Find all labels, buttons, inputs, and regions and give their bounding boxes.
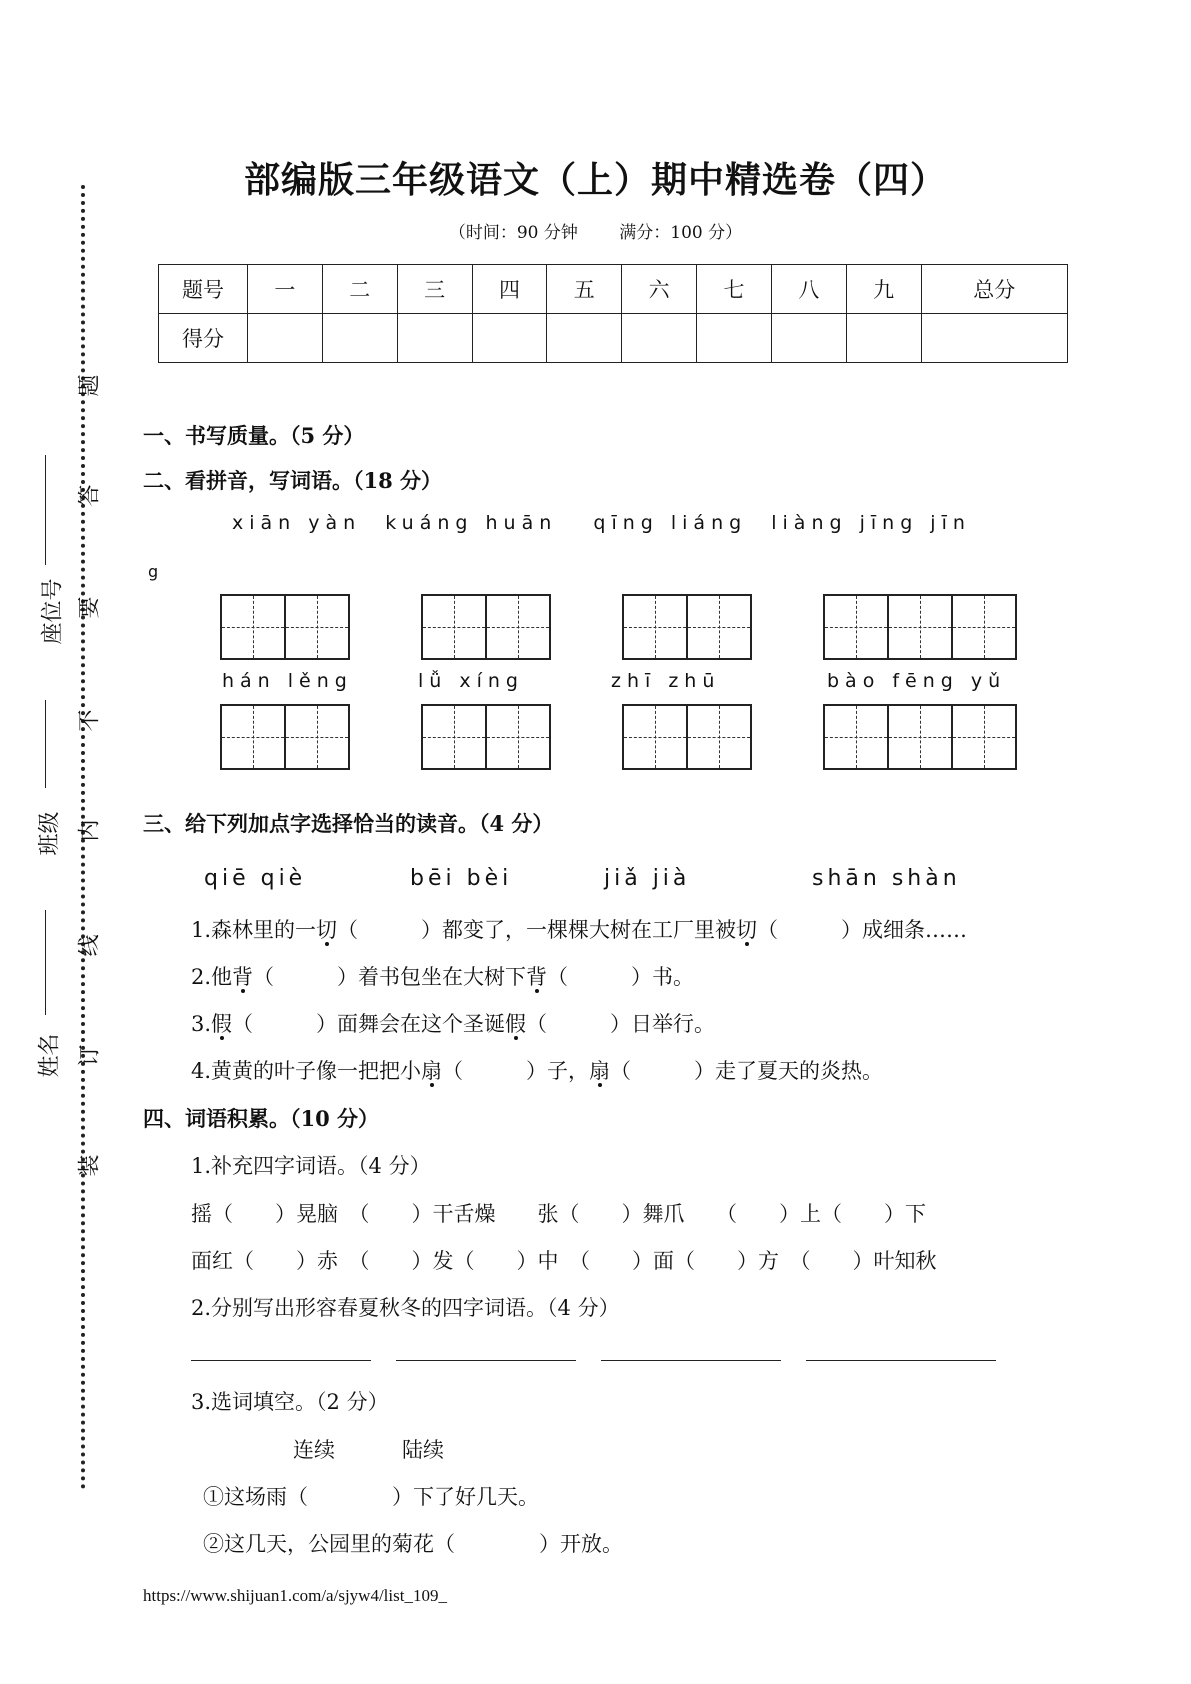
score-cell[interactable] xyxy=(846,314,921,363)
pinyin-word: lǚ xíng xyxy=(418,670,524,692)
exam-full-score: 满分：100 分） xyxy=(619,223,743,243)
question-item: 2.他背（ ）着书包坐在大树下背（ ）书。 xyxy=(191,965,695,989)
answer-blank-autumn[interactable] xyxy=(601,1360,781,1361)
score-header-cell: 四 xyxy=(472,265,547,314)
score-header-cell: 三 xyxy=(397,265,472,314)
score-cell[interactable] xyxy=(547,314,622,363)
sub-question: 3.选词填空。（2 分） xyxy=(191,1390,389,1414)
footer-url: https://www.shijuan1.com/a/sjyw4/list_109_ xyxy=(143,1586,447,1605)
score-header-cell: 五 xyxy=(547,265,622,314)
pinyin-row-1: xiān yàn kuáng huān qīng liáng liàng jīng jīn xyxy=(232,512,971,534)
section-4-heading: 四、词语积累。（10 分） xyxy=(143,1106,380,1131)
pinyin-word: zhī zhū xyxy=(611,670,721,692)
writing-grid[interactable] xyxy=(622,594,752,660)
score-cell[interactable] xyxy=(622,314,697,363)
score-table-header-row xyxy=(159,265,1068,314)
score-cell[interactable] xyxy=(921,314,1067,363)
idiom-row: 面红（ ）赤 （ ）发（ ）中 （ ）面（ ）方 （ ）叶知秋 xyxy=(191,1249,937,1273)
sub-question: 2.分别写出形容春夏秋冬的四字词语。（4 分） xyxy=(191,1296,620,1320)
score-header-cell: 题号 xyxy=(159,265,248,314)
score-cell[interactable] xyxy=(322,314,397,363)
writing-grid[interactable] xyxy=(421,594,551,660)
section-3-heading: 三、给下列加点字选择恰当的读音。（4 分） xyxy=(143,811,554,836)
score-header-cell: 二 xyxy=(322,265,397,314)
writing-grid[interactable] xyxy=(823,594,1017,660)
word-option: 连续 xyxy=(293,1438,335,1462)
pinyin-wrap: g xyxy=(148,562,165,581)
writing-grid[interactable] xyxy=(622,704,752,770)
writing-grid[interactable] xyxy=(823,704,1017,770)
score-header-cell: 八 xyxy=(771,265,846,314)
seat-blank-line xyxy=(45,455,46,565)
score-cell[interactable] xyxy=(248,314,323,363)
dotted-char: 背 xyxy=(526,965,548,989)
margin-label-name: 姓名 xyxy=(37,1033,63,1078)
score-header-cell: 九 xyxy=(846,265,921,314)
answer-blank-summer[interactable] xyxy=(396,1360,576,1361)
writing-grid[interactable] xyxy=(220,594,350,660)
fill-item: ①这场雨（ ）下了好几天。 xyxy=(203,1485,539,1509)
score-table xyxy=(158,264,1068,363)
sub-question: 1.补充四字词语。（4 分） xyxy=(191,1154,431,1178)
score-header-cell: 总分 xyxy=(921,265,1067,314)
score-row-label: 得分 xyxy=(159,314,248,363)
answer-blank-winter[interactable] xyxy=(806,1360,996,1361)
reading-option: jiǎ jià xyxy=(604,866,691,891)
writing-grid[interactable] xyxy=(421,704,551,770)
dotted-char: 切 xyxy=(736,918,758,942)
idiom-row: 摇（ ）晃脑 （ ）干舌燥 张（ ）舞爪 （ ）上（ ）下 xyxy=(191,1202,926,1226)
exam-time: （时间：90 分钟 xyxy=(448,223,578,243)
score-header-cell: 一 xyxy=(248,265,323,314)
writing-grid[interactable] xyxy=(220,704,350,770)
dotted-char: 假 xyxy=(505,1012,527,1036)
answer-blank-spring[interactable] xyxy=(191,1360,371,1361)
seal-char: 订 xyxy=(77,1044,103,1067)
score-cell[interactable] xyxy=(697,314,772,363)
reading-option: bēi bèi xyxy=(410,866,513,891)
exam-info xyxy=(0,218,1191,243)
seal-char: 题 xyxy=(77,374,103,397)
score-table-score-row xyxy=(159,314,1068,363)
score-cell[interactable] xyxy=(397,314,472,363)
dotted-char: 背 xyxy=(232,965,254,989)
name-blank-line xyxy=(45,910,46,1015)
pinyin-word: hán lěng xyxy=(222,670,353,692)
section-1-heading: 一、书写质量。（5 分） xyxy=(143,423,365,448)
seal-char: 要 xyxy=(77,596,103,619)
fill-item: ②这几天，公园里的菊花（ ）开放。 xyxy=(203,1532,623,1556)
class-blank-line xyxy=(45,700,46,788)
section-2-heading: 二、看拼音，写词语。（18 分） xyxy=(143,468,443,493)
question-item: 1.森林里的一切（ ）都变了，一棵棵大树在工厂里被切（ ）成细条…… xyxy=(191,918,968,942)
pinyin-word: bào fēng yǔ xyxy=(827,670,1007,692)
question-item: 4.黄黄的叶子像一把把小扇（ ）子，扇（ ）走了夏天的炎热。 xyxy=(191,1059,884,1083)
seal-char: 内 xyxy=(77,819,103,842)
margin-label-class: 班级 xyxy=(37,811,63,856)
dotted-char: 扇 xyxy=(421,1059,443,1083)
score-header-cell: 六 xyxy=(622,265,697,314)
dotted-char: 扇 xyxy=(589,1059,611,1083)
score-cell[interactable] xyxy=(771,314,846,363)
reading-option: qiē qiè xyxy=(204,866,307,891)
seal-char: 不 xyxy=(77,709,103,732)
score-header-cell: 七 xyxy=(697,265,772,314)
margin-label-seat: 座位号 xyxy=(40,578,66,645)
score-cell[interactable] xyxy=(472,314,547,363)
reading-option: shān shàn xyxy=(812,866,961,891)
page-title: 部编版三年级语文（上）期中精选卷（四） xyxy=(243,159,947,201)
seal-char: 线 xyxy=(77,934,103,957)
dotted-char: 假 xyxy=(211,1012,233,1036)
word-option: 陆续 xyxy=(402,1438,444,1462)
question-item: 3.假（ ）面舞会在这个圣诞假（ ）日举行。 xyxy=(191,1012,716,1036)
seal-char: 答 xyxy=(77,484,103,507)
dotted-char: 切 xyxy=(316,918,338,942)
seal-char: 装 xyxy=(77,1154,103,1177)
